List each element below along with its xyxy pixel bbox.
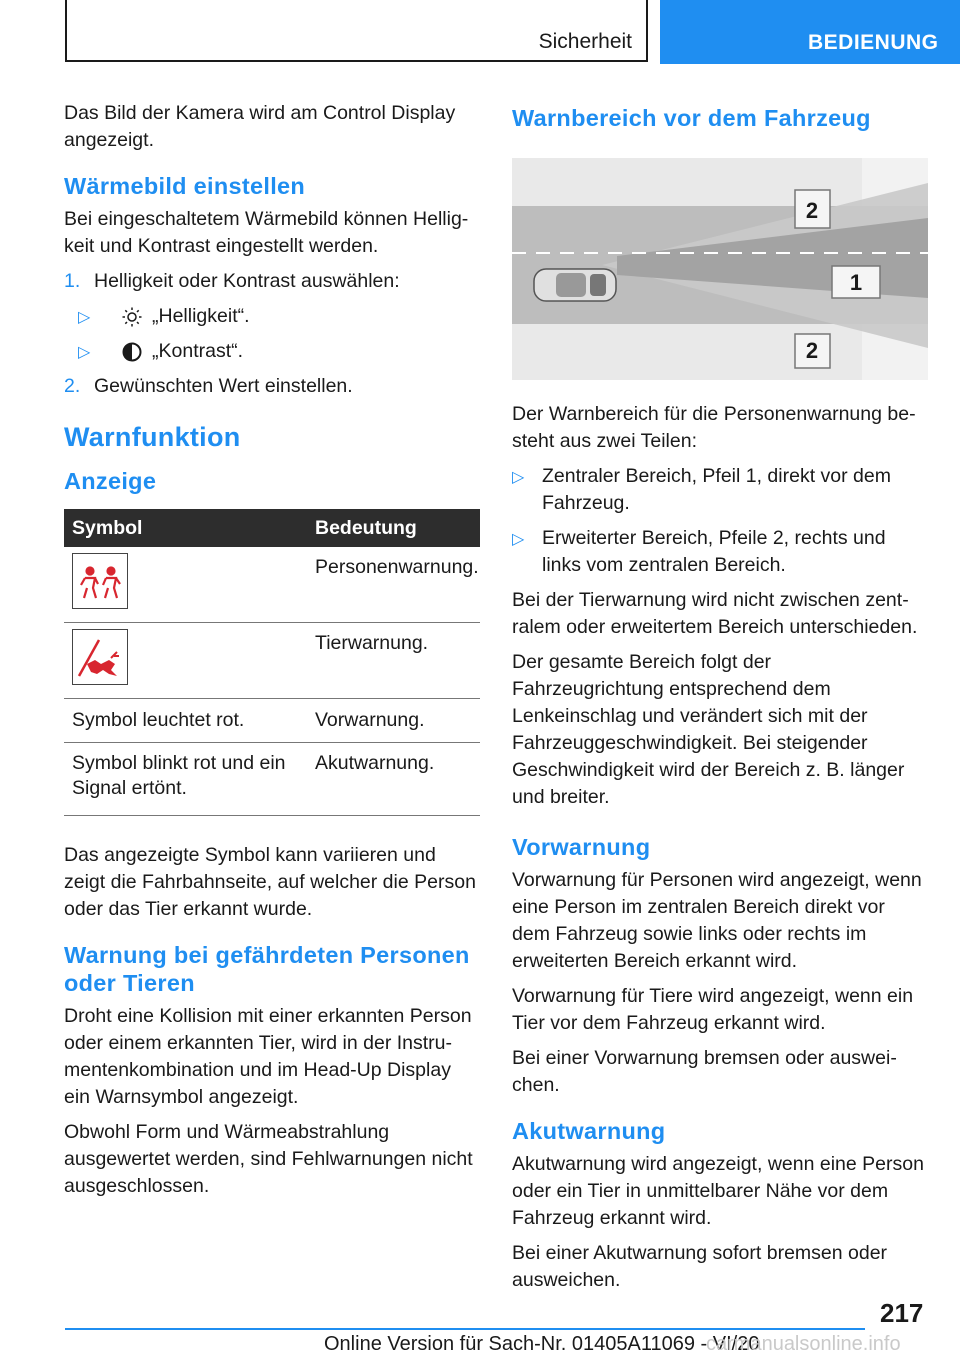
bullet-item: [512, 463, 928, 517]
step-text: Helligkeit oder Kontrast auswählen:: [94, 270, 400, 292]
symbol-table: [64, 509, 480, 816]
table-cell-meaning: Vorwarnung.: [307, 699, 480, 743]
warning-area-figure: [512, 158, 928, 380]
table-cell-meaning: Tierwarnung.: [307, 623, 480, 699]
chapter-tab[interactable]: [660, 0, 960, 64]
heading-akutwarnung: Akutwarnung: [512, 1118, 666, 1144]
intro-paragraph: Das Bild der Kamera wird am Control Display angezeigt.: [64, 102, 456, 151]
warnung-paragraph-1: Droht eine Kollision mit einer erkannten Person oder einem erkannten Tier, wird in der Instrumentenkombination und im Head-Up Display ein Warnsymbol angezeigt.: [64, 1005, 472, 1108]
footer-text: Online Version für Sach-Nr. 01405A11069 - VI/20: [324, 1333, 760, 1355]
step-number: 1.: [64, 270, 81, 292]
sub-item-text: „Kontrast“.: [152, 340, 244, 362]
car-icon: [534, 269, 616, 301]
table-row: [64, 743, 480, 816]
arrow-2-bottom: [795, 334, 830, 368]
table-row: [64, 623, 480, 699]
vorwarnung-paragraph-2: Vorwarnung für Tiere wird angezeigt, wenn ein Tier vor dem Fahrzeug erkannt wird.: [512, 985, 914, 1034]
triangle-bullet-icon: ▷: [512, 531, 525, 548]
table-cell-symbol: [64, 623, 307, 699]
table-cell-meaning: Akutwarnung.: [307, 743, 480, 816]
watermark: carmanualsonline.info: [706, 1333, 901, 1355]
step-number: 2.: [64, 375, 81, 397]
step-1: [64, 268, 480, 295]
pedestrian-warning-icon: [72, 553, 128, 609]
bullet-text: Erweiterter Bereich, Pfeile 2, rechts und links vom zentralen Bereich.: [542, 527, 886, 576]
table-header-symbol: Symbol: [64, 509, 307, 547]
sub-item-kontrast: [64, 338, 480, 365]
page-number: 217: [880, 1298, 924, 1328]
heading-warnbereich: Warnbereich vor dem Fahrzeug: [512, 105, 871, 131]
arrow-1: [832, 266, 880, 298]
chapter-label: BEDIENUNG: [808, 31, 939, 54]
heading-warnung: Warnung bei gefährdeten Personen oder Tieren: [64, 942, 470, 996]
akutwarnung-paragraph-2: Bei einer Akutwarnung sofort bremsen oder ausweichen.: [512, 1242, 888, 1291]
table-row: [64, 699, 480, 743]
heading-vorwarnung: Vorwarnung: [512, 834, 651, 860]
gesamt-paragraph: Der gesamte Bereich folgt der Fahrzeugrichtung entsprechend dem Lenkeinschlag und verändert sich mit der Fahrzeuggeschwindigkeit. Bei steigender Geschwindigkeit wird der Bereich z. B. länger und breiter.: [512, 651, 905, 808]
animal-warning-icon: [72, 629, 128, 685]
bullet-text: Zentraler Bereich, Pfeil 1, direkt vor dem Fahrzeug.: [542, 465, 891, 514]
tier-paragraph: Bei der Tierwarnung wird nicht zwischen zentralem oder erweitertem Bereich unterschieden.: [512, 589, 918, 638]
heading-warnfunktion: Warnfunktion: [64, 422, 241, 452]
vorwarnung-paragraph-1: Vorwarnung für Personen wird angezeigt, wenn eine Person im zentralen Bereich direkt vor dem Fahrzeug sowie links oder rechts im erweiterten Bereich erkannt wird.: [512, 869, 922, 972]
triangle-bullet-icon: ▷: [78, 344, 91, 361]
akutwarnung-paragraph-1: Akutwarnung wird angezeigt, wenn eine Person oder ein Tier in unmittelbarer Nähe vor dem Fahrzeug erkannt wird.: [512, 1153, 924, 1229]
table-cell-meaning: Personenwarnung.: [307, 547, 480, 623]
arrow-2-top: [795, 190, 830, 228]
table-cell-symbol: [64, 547, 307, 623]
table-header-meaning: Bedeutung: [307, 509, 480, 547]
arrow-label: 2: [805, 338, 819, 363]
table-header-row: [64, 509, 480, 547]
sub-item-helligkeit: [64, 303, 480, 330]
right-column: [512, 100, 928, 1302]
table-cell-symbol: Symbol blinkt rot und ein Signal ertönt.: [64, 743, 307, 816]
contrast-icon: [122, 342, 142, 370]
step-2: [64, 373, 480, 400]
warnung-paragraph-2: Obwohl Form und Wärmeabstrahlung ausgewertet werden, sind Fehlwarnungen nicht ausgeschlossen.: [64, 1121, 473, 1197]
symbol-paragraph: Das angezeigte Symbol kann variieren und zeigt die Fahrbahnseite, auf welcher die Person oder das Tier erkannt wurde.: [64, 844, 476, 920]
arrow-label: 2: [805, 198, 819, 223]
triangle-bullet-icon: ▷: [512, 469, 525, 486]
vorwarnung-paragraph-3: Bei einer Vorwarnung bremsen oder ausweichen.: [512, 1047, 897, 1096]
heading-waermebild: Wärmebild einstellen: [64, 173, 306, 199]
table-cell-symbol: Symbol leuchtet rot.: [64, 699, 307, 743]
step-text: Gewünschten Wert einstellen.: [94, 375, 353, 397]
arrow-label: 1: [849, 270, 863, 295]
header-section: Sicherheit: [538, 30, 632, 53]
table-row: [64, 547, 480, 623]
warnbereich-paragraph: Der Warnbereich für die Personenwarnung besteht aus zwei Teilen:: [512, 403, 916, 452]
waermebild-paragraph: Bei eingeschaltetem Wärmebild können Helligkeit und Kontrast eingestellt werden.: [64, 208, 469, 257]
bullet-item: [512, 525, 928, 579]
triangle-bullet-icon: ▷: [78, 309, 91, 326]
heading-anzeige: Anzeige: [64, 468, 157, 494]
footer-rule: [65, 1328, 865, 1330]
sub-item-text: „Helligkeit“.: [152, 305, 250, 327]
left-column: [64, 100, 480, 1208]
header-box: [65, 0, 648, 62]
brightness-icon: [122, 307, 142, 335]
